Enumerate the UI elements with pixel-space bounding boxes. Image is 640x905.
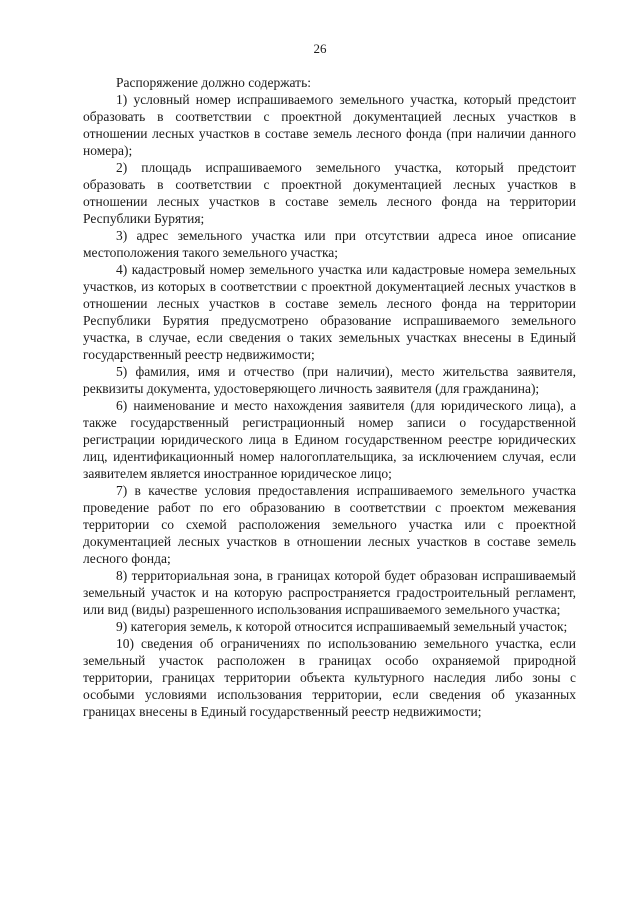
- list-item: 1) условный номер испрашиваемого земельного участка, который предстоит образовать в соответствии с проектной документацией лесных участков в отношении лесных участков в составе земель лесного фонда (при наличии данного номера);: [83, 92, 576, 158]
- list-item: 2) площадь испрашиваемого земельного участка, который предстоит образовать в соответствии с проектной документацией лесных участков в отношении лесных участков в составе земель лесного фонда на территории Республики Бурятия;: [83, 160, 576, 226]
- list-item: 4) кадастровый номер земельного участка или кадастровые номера земельных участков, из которых в соответствии с проектной документацией лесных участков в отношении лесных участков в составе земель лесного фонда на территории Республики Бурятия предусмотрено образование испрашиваемого земельного участка, в случае, если сведения о таких земельных участках внесены в Единый государственный реестр недвижимости;: [83, 262, 576, 362]
- list-item: 3) адрес земельного участка или при отсутствии адреса иное описание местоположения такого земельного участка;: [83, 228, 576, 260]
- list-item: 7) в качестве условия предоставления испрашиваемого земельного участка проведение работ по его образованию в соответствии с проектом межевания территории со схемой расположения земельного участка или с проектной документацией лесных участков в отношении лесных участков в составе земель лесного фонда;: [83, 483, 576, 566]
- intro-paragraph: Распоряжение должно содержать:: [116, 75, 311, 90]
- list-item: 5) фамилия, имя и отчество (при наличии), место жительства заявителя, реквизиты документа, удостоверяющего личность заявителя (для гражданина);: [83, 364, 576, 396]
- list-item: 8) территориальная зона, в границах которой будет образован испрашиваемый земельный участок и на которую распространяется градостроительный регламент, или вид (виды) разрешенного использования испрашиваемого земельного участка;: [83, 568, 576, 617]
- list-item: 9) категория земель, к которой относится испрашиваемый земельный участок;: [116, 619, 568, 634]
- list-item: 6) наименование и место нахождения заявителя (для юридического лица), а также государственный регистрационный номер записи о государственной регистрации юридического лица в Едином государственном реестре юридических лиц, идентификационный номер налогоплательщика, за исключением случая, если заявителем является иностранное юридическое лицо;: [83, 398, 576, 481]
- list-item: 10) сведения об ограничениях по использованию земельного участка, если земельный участок расположен в границах особо охраняемой природной территории, границах территории объекта культурного наследия либо зоны с особыми условиями использования территории, если сведения об указанных границах внесены в Единый государственный реестр недвижимости;: [83, 636, 576, 719]
- document-body: [83, 74, 576, 720]
- page-number: 26: [313, 41, 327, 56]
